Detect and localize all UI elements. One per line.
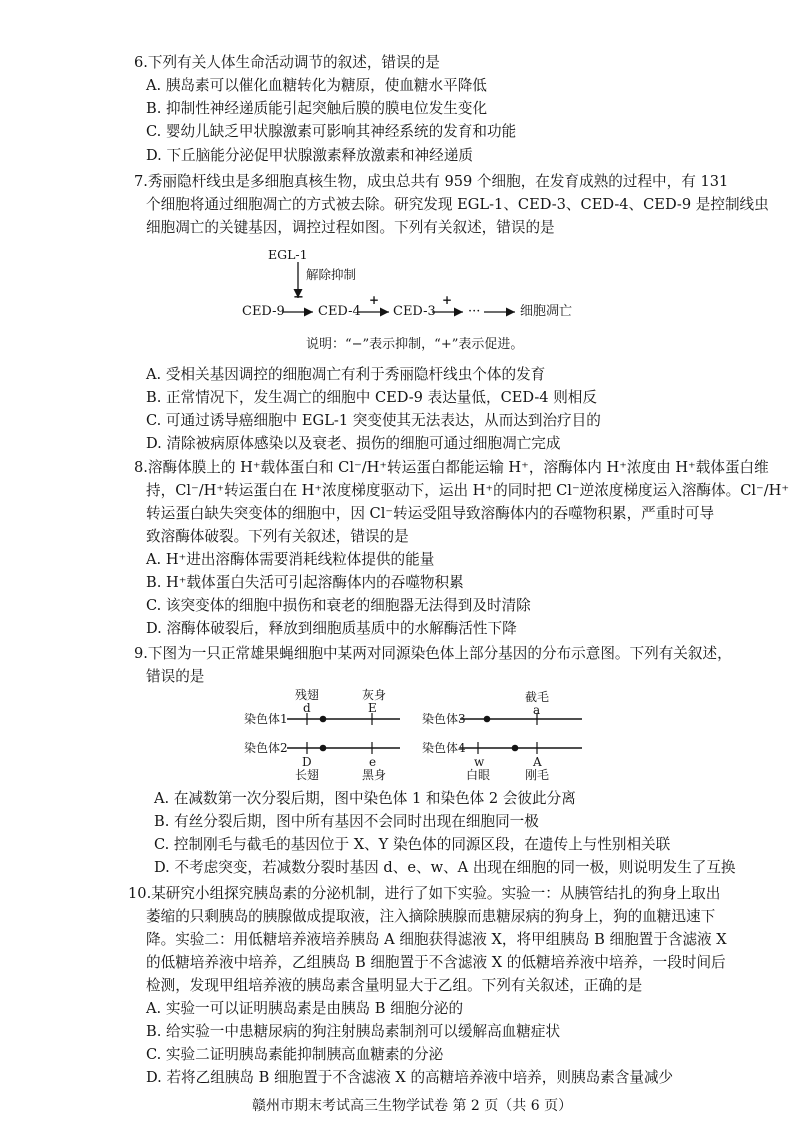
diagram7-note: 说明：“−”表示抑制，“+”表示促进。 xyxy=(306,337,524,352)
q9-option-d: D. 不考虑突变，若减数分裂时基因 d、e、w、A 出现在细胞的同一极，则说明发生了互换 xyxy=(154,859,736,876)
q10-option-a: A. 实验一可以证明胰岛素是由胰岛 B 细胞分泌的 xyxy=(146,1000,464,1017)
q10-option-d: D. 若将乙组胰岛 B 细胞置于不含滤液 X 的高糖培养液中培养，则胰岛素含量减少 xyxy=(146,1069,674,1086)
q8-stem-line4: 致溶酶体破裂。下列有关叙述，错误的是 xyxy=(146,528,409,545)
q8-stem-line1: 8.溶酶体膜上的 H⁺载体蛋白和 Cl⁻/H⁺转运蛋白都能运输 H⁺，溶酶体内 H⁺浓度由 H⁺载体蛋白维 xyxy=(134,459,769,476)
q7-option-b: B. 正常情况下，发生凋亡的细胞中 CED-9 表达量低，CED-4 则相反 xyxy=(146,389,597,406)
promote-sign-2: + xyxy=(442,293,453,307)
chr1-allele-2: E xyxy=(368,701,377,715)
q6-option-a: A. 胰岛素可以催化血糖转化为糖原，使血糖水平降低 xyxy=(146,77,487,94)
q7-stem-line3: 细胞凋亡的关键基因，调控过程如图。下列有关叙述，错误的是 xyxy=(146,219,555,236)
q6-stem: 6.下列有关人体生命活动调节的叙述，错误的是 xyxy=(134,54,440,71)
q7-option-d: D. 清除被病原体感染以及衰老、损伤的细胞可通过细胞凋亡完成 xyxy=(146,435,561,452)
node-ellipsis: ··· xyxy=(468,304,481,319)
chr2-trait-2: 黑身 xyxy=(362,768,387,782)
chr4-allele-1: w xyxy=(474,755,485,769)
chromosome-1-label: 染色体1 xyxy=(244,712,288,726)
q7-option-a: A. 受相关基因调控的细胞凋亡有利于秀丽隐杆线虫个体的发育 xyxy=(146,366,546,383)
inhibit-sign: − xyxy=(293,290,304,305)
q10-stem-line5: 检测，发现甲组培养液的胰岛素含量明显大于乙组。下列有关叙述，正确的是 xyxy=(146,977,643,994)
q9-option-a: A. 在减数第一次分裂后期，图中染色体 1 和染色体 2 会彼此分离 xyxy=(154,790,576,807)
q8-option-a: A. H⁺进出溶酶体需要消耗线粒体提供的能量 xyxy=(146,551,435,568)
q8-option-d: D. 溶酶体破裂后，释放到细胞质基质中的水解酶活性下降 xyxy=(146,620,517,637)
q7-stem-line2: 个细胞将通过细胞凋亡的方式被去除。研究发现 EGL-1、CED-3、CED-4、CED-9 是控制线虫 xyxy=(146,196,769,213)
relief-inhibition-label: 解除抑制 xyxy=(306,267,357,282)
chr2-allele-1: D xyxy=(302,755,312,769)
node-ced9: CED-9 xyxy=(242,304,285,319)
q6-option-c: C. 婴幼儿缺乏甲状腺激素可影响其神经系统的发育和功能 xyxy=(146,123,517,140)
q10-stem-line3: 降。实验二：用低糖培养液培养胰岛 A 细胞获得滤液 X，将甲组胰岛 B 细胞置于含滤液 X xyxy=(146,931,727,948)
chromosome-4-label: 染色体4 xyxy=(422,741,466,755)
q9-option-b: B. 有丝分裂后期，图中所有基因不会同时出现在细胞同一极 xyxy=(154,813,539,830)
q8-stem-line3: 转运蛋白缺失突变体的细胞中，因 Cl⁻转运受阻导致溶酶体内的吞噬物积累，严重时可导 xyxy=(146,505,715,522)
node-apoptosis: 细胞凋亡 xyxy=(520,304,573,319)
q10-option-c: C. 实验二证明胰岛素能抑制胰高血糖素的分泌 xyxy=(146,1046,444,1063)
q9-stem-line1: 9.下图为一只正常雄果蝇细胞中某两对同源染色体上部分基因的分布示意图。下列有关叙述， xyxy=(134,645,732,662)
chr1-allele-1: d xyxy=(303,701,311,715)
q8-stem-line2: 持，Cl⁻/H⁺转运蛋白在 H⁺浓度梯度驱动下，运出 H⁺的同时把 Cl⁻逆浓度梯度运入溶酶体。Cl⁻/H⁺ xyxy=(146,482,790,499)
chr2-centromere xyxy=(320,745,327,752)
chr3-centromere xyxy=(484,716,491,723)
q8-option-b: B. H⁺载体蛋白失活可引起溶酶体内的吞噬物积累 xyxy=(146,574,464,591)
q9-stem-line2: 错误的是 xyxy=(146,668,205,685)
chromosome-3-label: 染色体3 xyxy=(422,712,466,726)
chr4-trait-1: 白眼 xyxy=(466,768,491,782)
q10-stem-line1: 10.某研究小组探究胰岛素的分泌机制，进行了如下实验。实验一：从胰管结扎的狗身上取出 xyxy=(128,885,721,902)
node-ced3: CED-3 xyxy=(393,304,436,319)
q10-stem-line4: 的低糖培养液中培养，乙组胰岛 B 细胞置于不含滤液 X 的低糖培养液中培养，一段时间后 xyxy=(146,954,726,971)
q7-stem-line1: 7.秀丽隐杆线虫是多细胞真核生物，成虫总共有 959 个细胞，在发育成熟的过程中，有 131 xyxy=(134,173,729,190)
q10-stem-line2: 萎缩的只剩胰岛的胰腺做成提取液，注入摘除胰腺而患糖尿病的狗身上，狗的血糖迅速下 xyxy=(146,908,716,925)
q7-option-c: C. 可通过诱导癌细胞中 EGL-1 突变使其无法表达，从而达到治疗目的 xyxy=(146,412,601,429)
chr1-trait-2: 灰身 xyxy=(362,688,387,702)
chr1-trait-1: 残翅 xyxy=(295,688,320,702)
page-footer: 赣州市期末考试高三生物学试卷 第 2 页（共 6 页） xyxy=(252,1098,573,1114)
q10-option-b: B. 给实验一中患糖尿病的狗注射胰岛素制剂可以缓解高血糖症状 xyxy=(146,1023,561,1040)
q9-option-c: C. 控制刚毛与截毛的基因位于 X、Y 染色体的同源区段，在遗传上与性别相关联 xyxy=(154,836,671,853)
chromosome-2-label: 染色体2 xyxy=(244,741,288,755)
q6-option-d: D. 下丘脑能分泌促甲状腺激素释放激素和神经递质 xyxy=(146,147,473,164)
chr3-allele-1: a xyxy=(533,703,541,717)
chr4-trait-2: 刚毛 xyxy=(525,768,550,782)
chr2-allele-2: e xyxy=(369,755,377,769)
node-ced4: CED-4 xyxy=(318,304,361,319)
chr4-allele-2: A xyxy=(533,755,542,769)
chr3-trait-1: 截毛 xyxy=(525,690,550,704)
promote-sign-1: + xyxy=(369,293,380,307)
chr1-centromere xyxy=(320,716,327,723)
q6-option-b: B. 抑制性神经递质能引起突触后膜的膜电位发生变化 xyxy=(146,100,488,117)
q8-option-c: C. 该突变体的细胞中损伤和衰老的细胞器无法得到及时清除 xyxy=(146,597,531,614)
chr2-trait-1: 长翅 xyxy=(295,768,320,782)
egl1-label: EGL-1 xyxy=(268,247,308,262)
chr4-centromere xyxy=(512,745,519,752)
